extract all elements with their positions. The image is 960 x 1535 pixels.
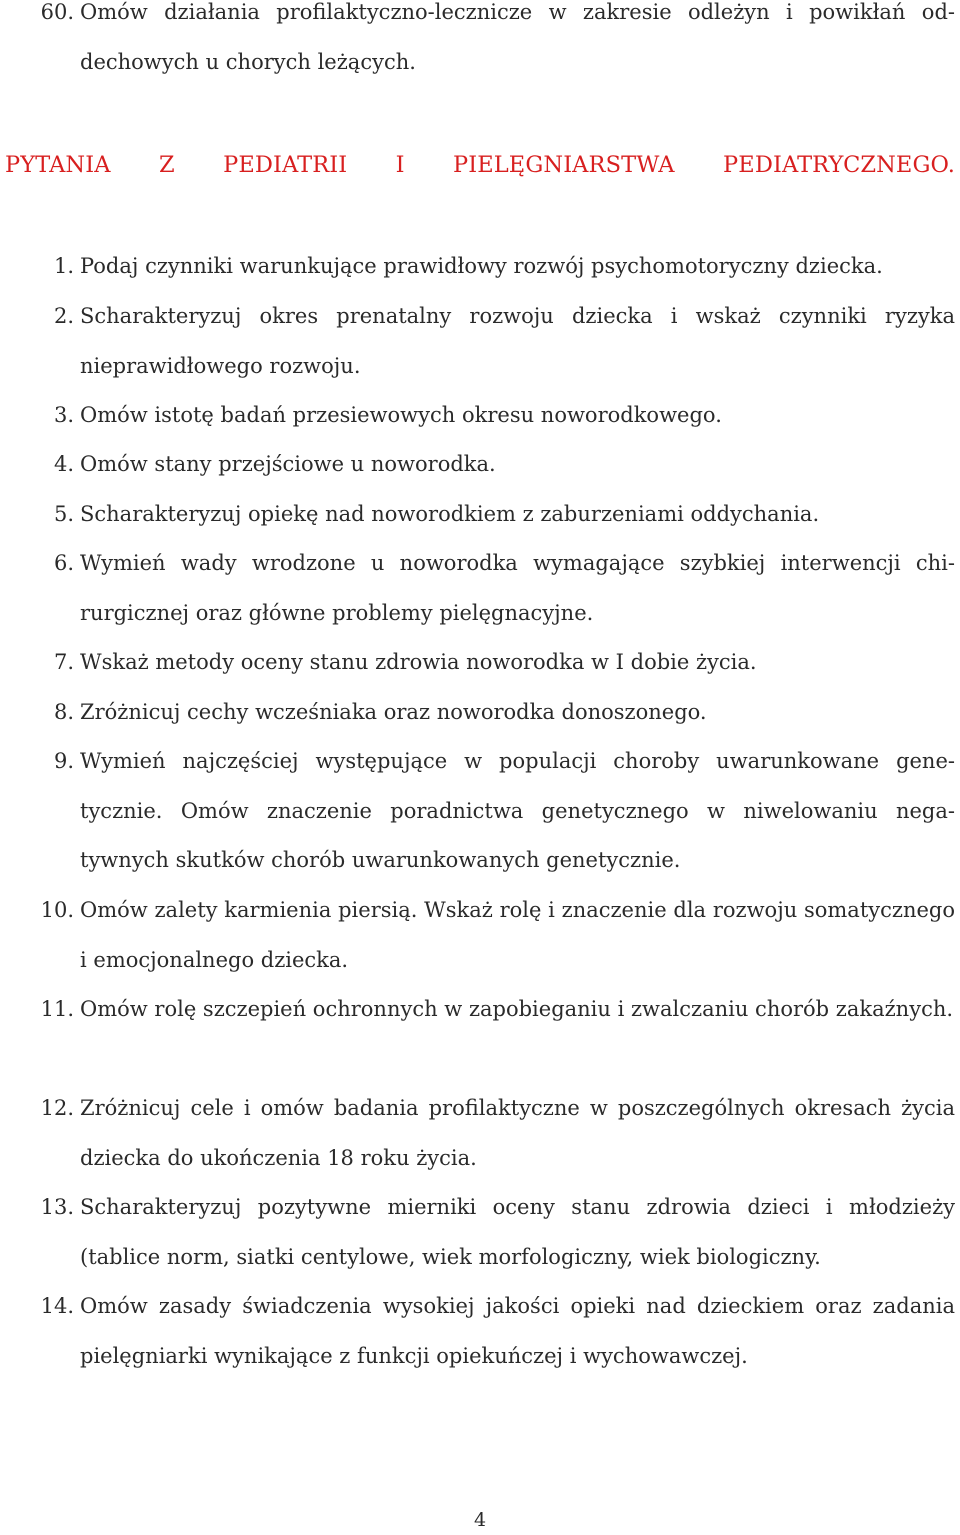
question-item-60 [0,0,955,87]
question-item [0,440,955,490]
question-number: 10. [40,898,74,922]
question-item [0,242,955,292]
question-text: Podaj czynniki warunkujące prawidłowy rozwój psychomotoryczny dziecka. [80,254,883,278]
question-text: Omów zasady świadczenia wysokiej jakości opieki nad dzieckiem oraz zadania pielęgniarki wynikające z funkcji opiekuńczej i wychowawczej. [80,1294,955,1368]
page-number: 4 [473,1509,487,1531]
question-text: Scharakteryzuj opiekę nad noworodkiem z zaburzeniami oddychania. [80,502,820,526]
question-item [0,391,955,441]
question-number: 4. [53,452,74,476]
question-number: 12. [40,1096,74,1120]
question-text: Wymień najczęściej występujące w populacji choroby uwarunkowane genetycznie. Omów znaczenie poradnictwa genetycznego w niwelowaniu negatywnych skutków chorób uwarunkowanych genetycznie. [80,749,955,872]
question-text: Wskaż metody oceny stanu zdrowia noworodka w I dobie życia. [80,650,757,674]
question-number: 3. [53,403,74,427]
question-item [0,638,955,688]
question-number: 1. [53,254,74,278]
question-text: Scharakteryzuj pozytywne mierniki oceny stanu zdrowia dzieci i młodzieży (tablice norm, siatki centylowe, wiek morfologiczny, wiek biologiczny. [80,1195,955,1269]
question-item [0,1183,955,1282]
question-number: 6. [53,551,74,575]
question-text: Omów rolę szczepień ochronnych w zapobieganiu i zwalczaniu chorób zakaźnych. [80,997,954,1021]
question-item [0,1084,955,1183]
question-number: 14. [40,1294,74,1318]
question-item [0,490,955,540]
question-text: Zróżnicuj cele i omów badania profilaktyczne w poszczególnych okresach życia dziecka do ukończenia 18 roku życia. [80,1096,955,1170]
question-number: 11. [40,997,74,1021]
question-number: 7. [53,650,74,674]
question-item [0,539,955,638]
question-item [0,688,955,738]
question-text: Omów działania profilaktyczno-lecznicze w zakresie odleżyn i powikłań oddechowych u chorych leżących. [80,0,955,74]
question-text: Scharakteryzuj okres prenatalny rozwoju dziecka i wskaż czynniki ryzyka nieprawidłowego rozwoju. [80,304,955,378]
question-number: 8. [53,700,74,724]
question-item [0,886,955,985]
question-number: 13. [40,1195,74,1219]
question-text: Wymień wady wrodzone u noworodka wymagające szybkiej interwencji chirurgicznej oraz główne problemy pielęgnacyjne. [80,551,955,625]
question-text: Omów zalety karmienia piersią. Wskaż rolę i znaczenie dla rozwoju somatycznego i emocjonalnego dziecka. [80,898,955,972]
question-text: Omów stany przejściowe u noworodka. [80,452,496,476]
question-item [0,1282,955,1381]
question-item [0,985,955,1035]
question-number: 2. [53,304,74,328]
question-text: Omów istotę badań przesiewowych okresu noworodkowego. [80,403,722,427]
question-number: 9. [53,749,74,773]
question-number: 60. [40,0,74,24]
question-number: 5. [53,502,74,526]
section-heading: PYTANIA Z PEDIATRII I PIELĘGNIARSTWA PEDIATRYCZNEGO. [5,152,955,178]
question-item [0,292,955,391]
question-item [0,737,955,886]
question-text: Zróżnicuj cechy wcześniaka oraz noworodka donoszonego. [80,700,707,724]
